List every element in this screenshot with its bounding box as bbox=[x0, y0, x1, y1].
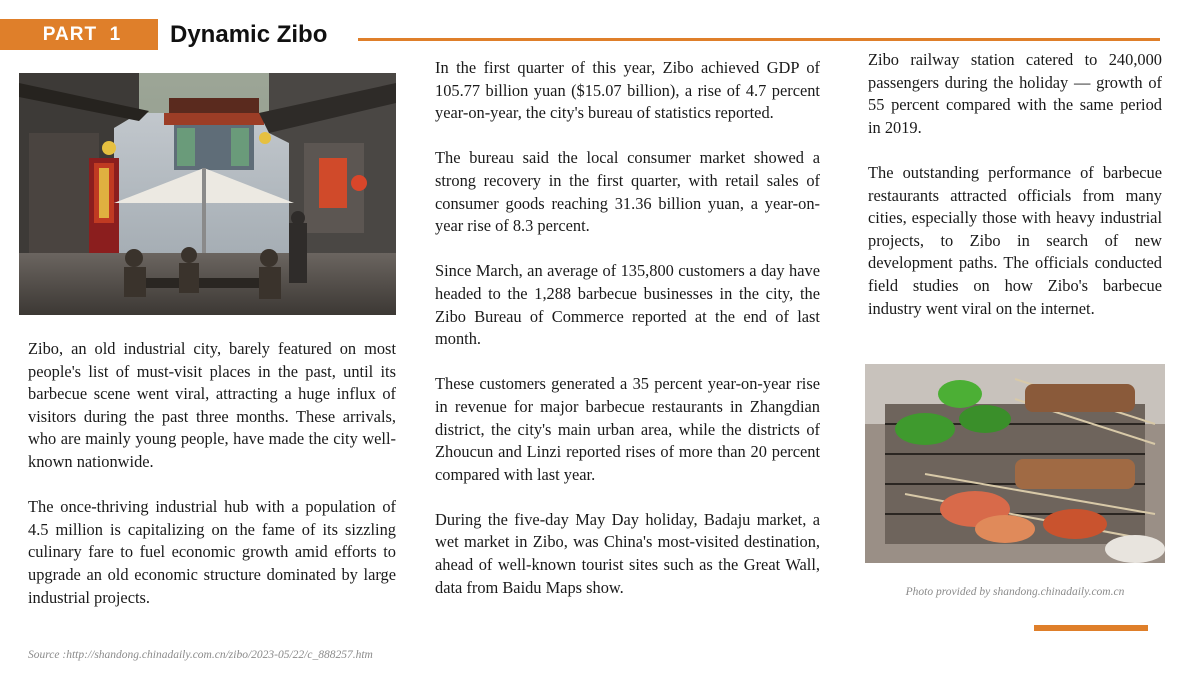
paragraph: Zibo, an old industrial city, barely featured on most people's list of must-visit places in the past, until its barbecue scene went viral, attracting a huge influx of visitors during the past three months. These arrivals, who are mainly young people, have made the city well-known nationwide. bbox=[28, 339, 396, 471]
paragraph: During the five-day May Day holiday, Badaju market, a wet market in Zibo, was China's most-visited destination, ahead of well-known tourist sites such as the Great Wall, data from Baidu Maps show. bbox=[435, 509, 820, 597]
article-column-middle bbox=[435, 57, 820, 599]
source-line: Source :http://shandong.chinadaily.com.cn/zibo/2023-05/22/c_888257.htm bbox=[28, 649, 373, 661]
part-badge bbox=[0, 19, 158, 50]
paragraph: The bureau said the local consumer market showed a strong recovery in the first quarter, with retail sales of consumer goods reaching 31.36 billion yuan, a year-on-year rise of 8.3 percent. bbox=[435, 148, 820, 236]
article-column-left bbox=[28, 338, 396, 609]
part-label: PART 1 bbox=[42, 23, 122, 45]
barbecue-photo bbox=[865, 364, 1165, 563]
title-divider bbox=[358, 38, 1160, 41]
photo-caption: Photo provided by shandong.chinadaily.com.cn bbox=[905, 586, 1125, 598]
article-column-right bbox=[868, 49, 1162, 320]
page-title: Dynamic Zibo bbox=[170, 21, 328, 48]
paragraph: These customers generated a 35 percent year-on-year rise in revenue for major barbecue restaurants in Zhangdian district, the city's main urban area, while the districts of Zhoucun and Linzi reported rises of more than 20 percent compared with last year. bbox=[435, 374, 820, 484]
paragraph: Since March, an average of 135,800 customers a day have headed to the 1,288 barbecue businesses in the city, the Zibo Bureau of Commerce reported at the end of last month. bbox=[435, 261, 820, 349]
paragraph: The outstanding performance of barbecue restaurants attracted officials from many cities, especially those with heavy industrial projects, to Zibo in search of new development paths. The officials conducted field studies on how Zibo's barbecue industry went viral on the internet. bbox=[868, 162, 1162, 318]
paragraph: Zibo railway station catered to 240,000 passengers during the holiday — growth of 55 percent compared with the same period in 2019. bbox=[868, 50, 1162, 137]
zibo-street-photo bbox=[19, 73, 396, 315]
paragraph: The once-thriving industrial hub with a population of 4.5 million is capitalizing on the fame of its sizzling culinary fare to fuel economic growth amid efforts to upgrade an old economic structure dominated by large industrial projects. bbox=[28, 497, 396, 607]
paragraph: In the first quarter of this year, Zibo achieved GDP of 105.77 billion yuan ($15.07 billion), a rise of 4.7 percent year-on-year, the city's bureau of statistics reported. bbox=[435, 58, 820, 123]
accent-bar bbox=[1034, 625, 1148, 631]
